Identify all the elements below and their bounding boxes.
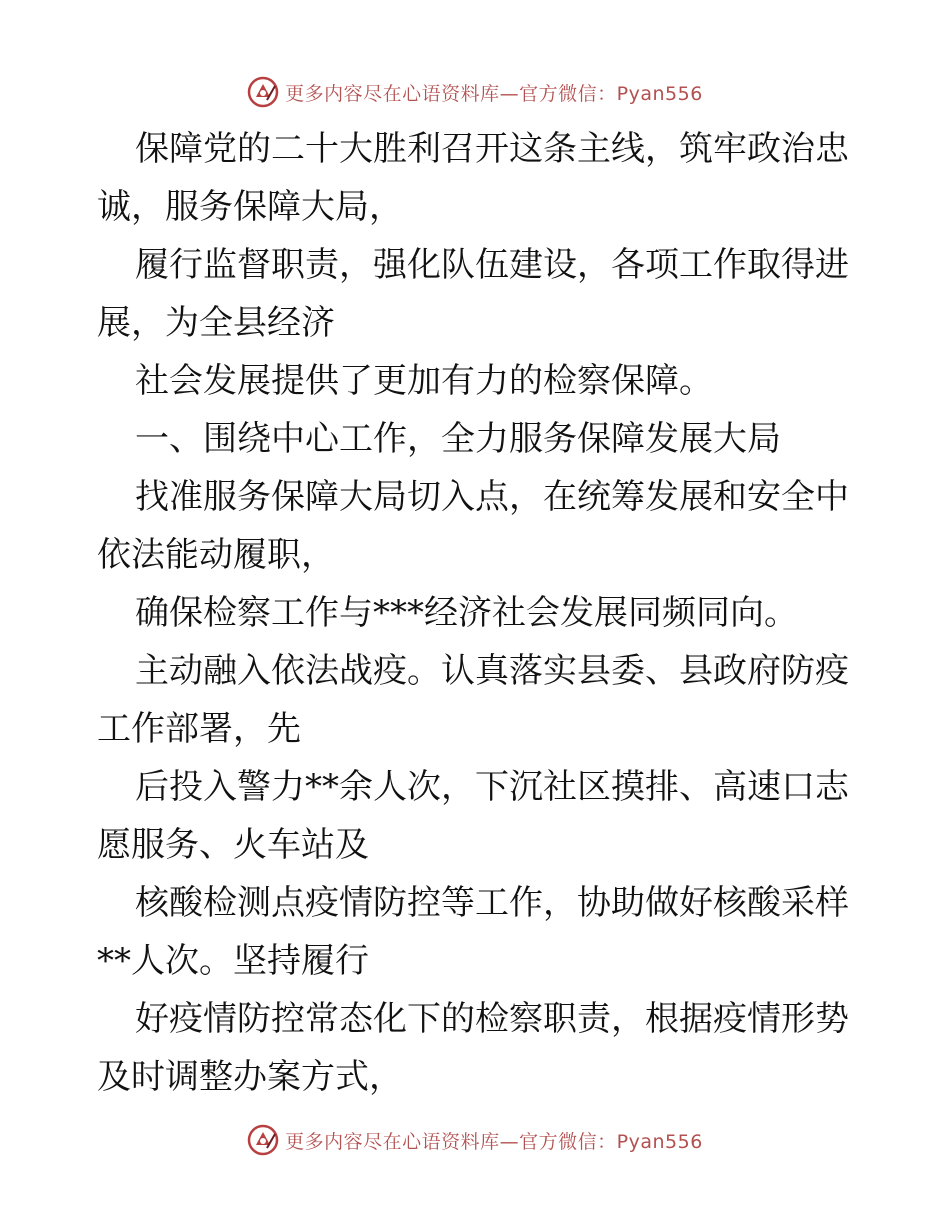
watermark-wechat-id: Pyan556 bbox=[616, 1130, 703, 1153]
paragraph: 后投入警力**余人次，下沉社区摸排、高速口志愿服务、火车站及 bbox=[97, 767, 849, 865]
header-watermark bbox=[0, 76, 950, 108]
paragraph: 社会发展提供了更加有力的检察保障。 bbox=[135, 361, 713, 401]
document-body bbox=[97, 120, 857, 1106]
watermark-wechat-id: Pyan556 bbox=[616, 82, 703, 105]
logo-seal-icon bbox=[247, 1124, 279, 1156]
watermark-label: 更多内容尽在心语资料库—官方微信： bbox=[285, 1130, 617, 1153]
paragraph: 核酸检测点疫情防控等工作，协助做好核酸采样**人次。坚持履行 bbox=[97, 883, 849, 981]
paragraph: 履行监督职责，强化队伍建设，各项工作取得进展，为全县经济 bbox=[97, 245, 849, 343]
paragraph: 保障党的二十大胜利召开这条主线，筑牢政治忠诚，服务保障大局， bbox=[97, 129, 849, 227]
watermark-text bbox=[285, 1127, 703, 1154]
watermark-label: 更多内容尽在心语资料库—官方微信： bbox=[285, 82, 617, 105]
section-heading: 一、围绕中心工作，全力服务保障发展大局 bbox=[135, 419, 781, 459]
footer-watermark bbox=[0, 1124, 950, 1156]
logo-seal-icon bbox=[247, 76, 279, 108]
paragraph: 主动融入依法战疫。认真落实县委、县政府防疫工作部署，先 bbox=[97, 651, 849, 749]
paragraph: 找准服务保障大局切入点，在统筹发展和安全中依法能动履职， bbox=[97, 477, 849, 575]
paragraph: 好疫情防控常态化下的检察职责，根据疫情形势及时调整办案方式， bbox=[97, 999, 849, 1097]
paragraph: 确保检察工作与***经济社会发展同频同向。 bbox=[135, 593, 798, 633]
watermark-text bbox=[285, 79, 703, 106]
